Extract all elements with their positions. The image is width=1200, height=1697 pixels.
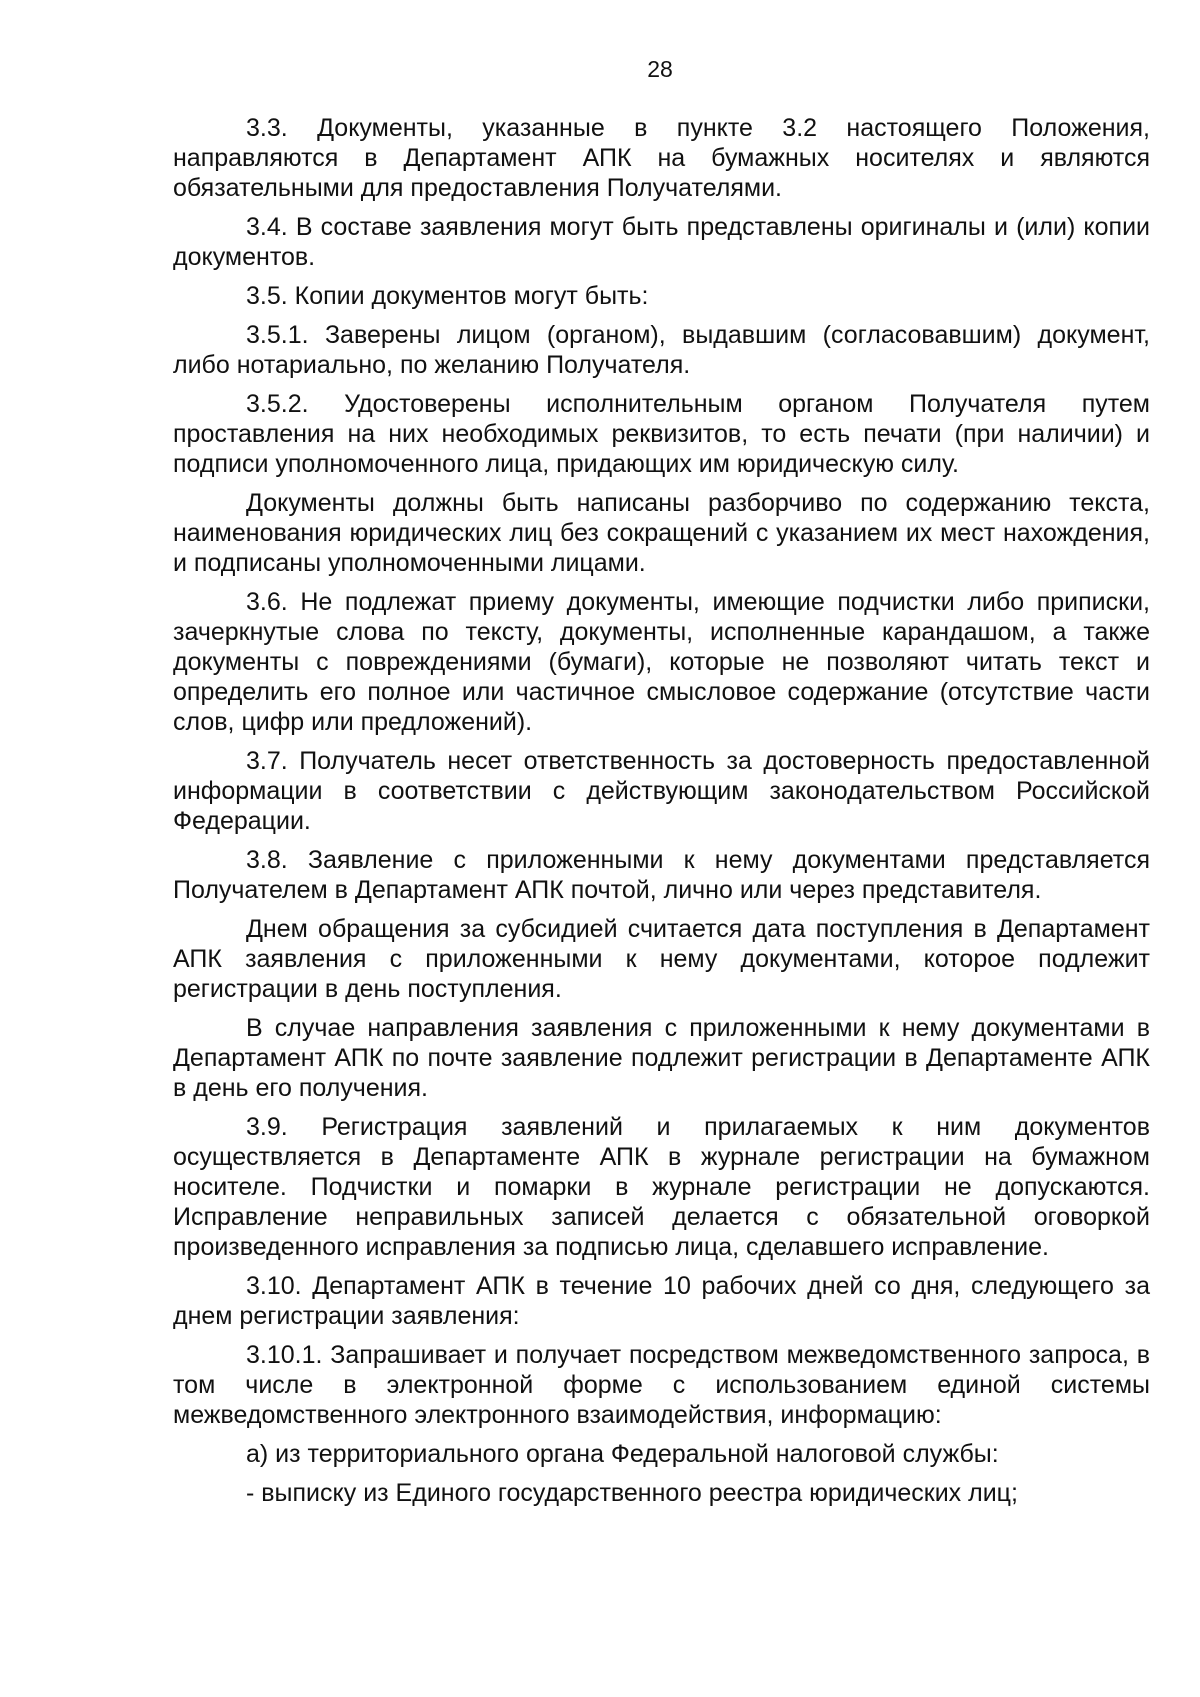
paragraph-3-10-1: 3.10.1. Запрашивает и получает посредством межведомственного запроса, в том числе в электронной форме с использованием единой системы межведомственного электронного взаимодействия, информацию: xyxy=(173,1341,1150,1429)
paragraph-3-6: 3.6. Не подлежат приему документы, имеющие подчистки либо приписки, зачеркнутые слова по тексту, документы, исполненные карандашом, а также документы с повреждениями (бумаги), которые не позволяют читать текст и определить его полное или частичное смысловое содержание (отсутствие части слов, цифр или предложений). xyxy=(173,588,1150,736)
paragraph-3-7: 3.7. Получатель несет ответственность за достоверность предоставленной информации в соответствии с действующим законодательством Российской Федерации. xyxy=(173,747,1150,835)
paragraph-3-10: 3.10. Департамент АПК в течение 10 рабочих дней со дня, следующего за днем регистрации заявления: xyxy=(173,1272,1150,1330)
paragraph-3-8: 3.8. Заявление с приложенными к нему документами представляется Получателем в Департамент АПК почтой, лично или через представителя. xyxy=(173,846,1150,904)
paragraph-application-date: Днем обращения за субсидией считается дата поступления в Департамент АПК заявления с приложенными к нему документами, которое подлежит регистрации в день поступления. xyxy=(173,915,1150,1003)
page-number: 28 xyxy=(647,56,673,82)
paragraph-documents-requirements: Документы должны быть написаны разборчиво по содержанию текста, наименования юридических лиц без сокращений с указанием их мест нахождения, и подписаны уполномоченными лицами. xyxy=(173,489,1150,577)
paragraph-3-5: 3.5. Копии документов могут быть: xyxy=(246,282,649,310)
paragraph-item-a: а) из территориального органа Федеральной налоговой службы: xyxy=(246,1440,999,1468)
paragraph-3-9: 3.9. Регистрация заявлений и прилагаемых к ним документов осуществляется в Департаменте АПК в журнале регистрации на бумажном носителе. Подчистки и помарки в журнале регистрации не допускаются. Исправление неправильных записей делается с обязательной оговоркой произведенного исправления за подписью лица, сделавшего исправление. xyxy=(173,1113,1150,1261)
paragraph-postal-registration: В случае направления заявления с приложенными к нему документами в Департамент АПК по почте заявление подлежит регистрации в Департаменте АПК в день его получения. xyxy=(173,1014,1150,1102)
paragraph-egrul-extract: - выписку из Единого государственного реестра юридических лиц; xyxy=(246,1479,1018,1507)
paragraph-3-5-2: 3.5.2. Удостоверены исполнительным органом Получателя путем проставления на них необходимых реквизитов, то есть печати (при наличии) и подписи уполномоченного лица, придающих им юридическую силу. xyxy=(173,390,1150,478)
paragraph-3-4: 3.4. В составе заявления могут быть представлены оригиналы и (или) копии документов. xyxy=(173,213,1150,271)
document-body xyxy=(173,113,1150,1517)
paragraph-3-3: 3.3. Документы, указанные в пункте 3.2 настоящего Положения, направляются в Департамент АПК на бумажных носителях и являются обязательными для предоставления Получателями. xyxy=(173,114,1150,202)
paragraph-3-5-1: 3.5.1. Заверены лицом (органом), выдавшим (согласовавшим) документ, либо нотариально, по желанию Получателя. xyxy=(173,321,1150,379)
